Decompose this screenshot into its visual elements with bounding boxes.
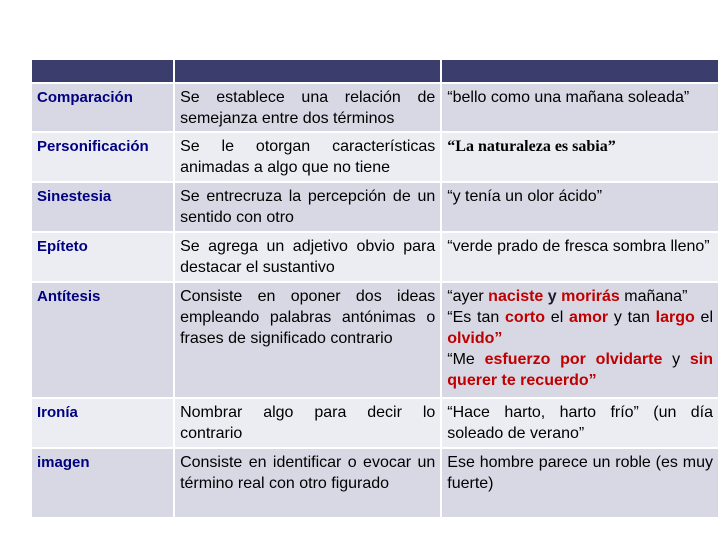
table-row — [31, 232, 719, 282]
example-cell: “bello como una mañana soleada” — [441, 83, 719, 132]
example-line — [447, 349, 713, 391]
term-cell: Epíteto — [31, 232, 174, 282]
header-cell-description — [174, 59, 441, 83]
example-text: el — [694, 309, 714, 326]
description-cell: Se agrega un adjetivo obvio para destacar el sustantivo — [174, 232, 441, 282]
highlighted-word: corto — [505, 309, 546, 326]
description-cell: Nombrar algo para decir lo contrario — [174, 398, 441, 448]
table-row — [31, 448, 719, 518]
highlighted-word: amor — [569, 309, 609, 326]
term-cell: Sinestesia — [31, 182, 174, 232]
figures-of-speech-table — [30, 58, 720, 519]
highlighted-word: ” — [494, 330, 503, 347]
highlighted-word: ” — [588, 372, 597, 389]
example-text: mañana” — [619, 288, 688, 305]
example-line — [447, 286, 713, 307]
highlighted-word: esfuerzo por olvidarte — [484, 351, 663, 368]
term-cell: imagen — [31, 448, 174, 518]
table-row — [31, 398, 719, 448]
example-cell: Ese hombre parece un roble (es muy fuerte) — [441, 448, 719, 518]
example-cell: “La naturaleza es sabia” — [441, 132, 719, 182]
example-cell: “y tenía un olor ácido” — [441, 182, 719, 232]
example-cell: “verde prado de fresca sombra lleno” — [441, 232, 719, 282]
description-cell: Se entrecruza la percepción de un sentido con otro — [174, 182, 441, 232]
description-cell: Se le otorgan características animadas a algo que no tiene — [174, 132, 441, 182]
example-text: “ayer — [447, 288, 489, 305]
example-text: “Es tan — [447, 309, 506, 326]
table-row — [31, 132, 719, 182]
example-line — [447, 307, 713, 349]
example-text: y — [662, 351, 690, 368]
example-cell: “Hace harto, harto frío” (un día soleado de verano” — [441, 398, 719, 448]
highlighted-word: olvido — [447, 330, 495, 347]
example-cell — [441, 282, 719, 398]
term-cell: Antítesis — [31, 282, 174, 398]
table-header-row — [31, 59, 719, 83]
highlighted-word: sin querer te recuerdo — [447, 351, 713, 389]
example-text: el — [545, 309, 570, 326]
example-text: y — [543, 288, 562, 305]
description-cell: Consiste en identificar o evocar un término real con otro figurado — [174, 448, 441, 518]
term-cell: Ironía — [31, 398, 174, 448]
term-cell: Personificación — [31, 132, 174, 182]
term-cell: Comparación — [31, 83, 174, 132]
highlighted-word: largo — [655, 309, 695, 326]
description-cell: Se establece una relación de semejanza entre dos términos — [174, 83, 441, 132]
table-row — [31, 83, 719, 132]
table-row — [31, 182, 719, 232]
description-cell: Consiste en oponer dos ideas empleando palabras antónimas o frases de significado contrario — [174, 282, 441, 398]
header-cell-term — [31, 59, 174, 83]
example-text: y tan — [608, 309, 656, 326]
table-row — [31, 282, 719, 398]
highlighted-word: naciste — [488, 288, 544, 305]
highlighted-word: morirás — [561, 288, 620, 305]
example-text: “Me — [447, 351, 485, 368]
header-cell-example — [441, 59, 719, 83]
